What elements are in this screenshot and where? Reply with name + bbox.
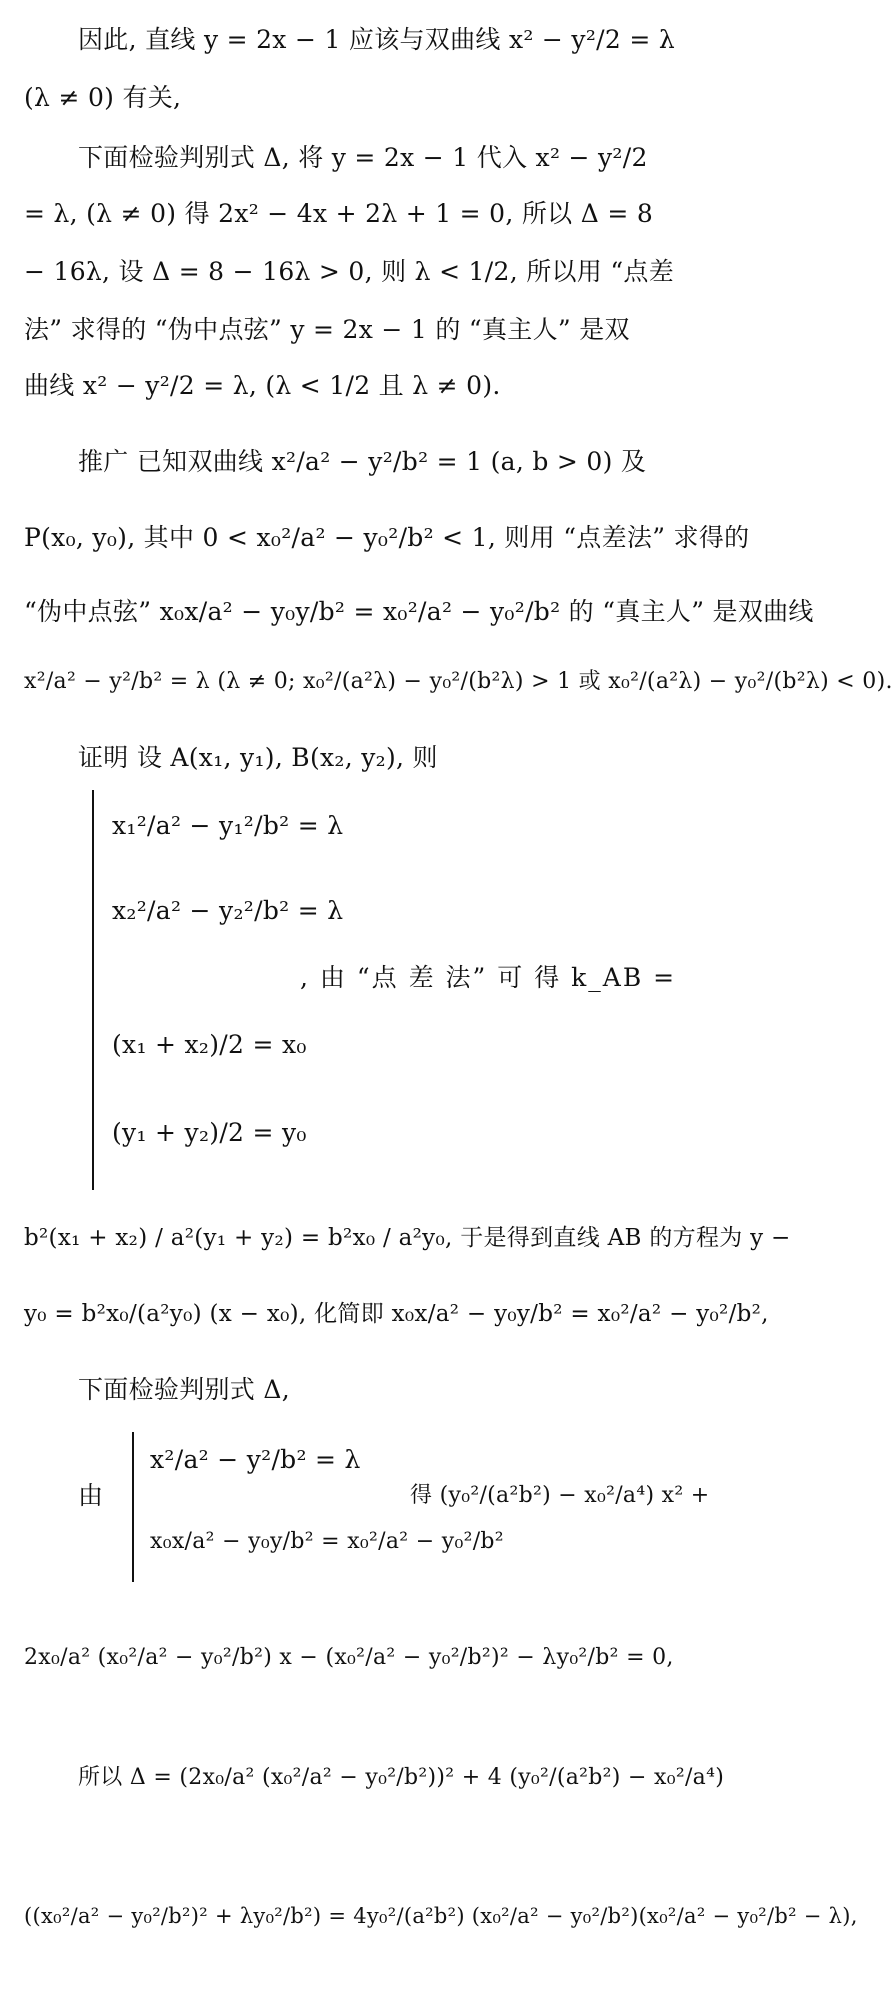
text-line-3: 下面检验判别式 Δ, 将 y = 2x − 1 代入 x² − y²/2 — [78, 143, 648, 172]
text-line-6: 法” 求得的 “伪中点弦” y = 2x − 1 的 “真主人” 是双 — [24, 315, 630, 344]
text-line-11: x²/a² − y²/b² = λ (λ ≠ 0; x₀²/(a²λ) − y₀²/(b²λ) > 1 或 x₀²/(a²λ) − y₀²/(b²λ) < 0). — [24, 669, 893, 694]
text-line-8: 推广 已知双曲线 x²/a² − y²/b² = 1 (a, b > 0) 及 — [78, 447, 647, 476]
text-line-9: P(x₀, y₀), 其中 0 < x₀²/a² − y₀²/b² < 1, 则用 “点差法” 求得的 — [24, 523, 750, 552]
system-eq-4: (y₁ + y₂)/2 = y₀ — [112, 1118, 307, 1147]
system-eq-2: x₂²/a² − y₂²/b² = λ — [112, 896, 344, 925]
system-eq-3: (x₁ + x₂)/2 = x₀ — [112, 1030, 307, 1059]
text-line-1: 因此, 直线 y = 2x − 1 应该与双曲线 x² − y²/2 = λ — [78, 25, 675, 54]
text-line-slope: b²(x₁ + x₂) / a²(y₁ + y₂) = b²x₀ / a²y₀, 于是得到直线 AB 的方程为 y − — [24, 1225, 791, 1251]
text-line-discriminant: 下面检验判别式 Δ, — [78, 1375, 290, 1404]
system-eq-1: x₁²/a² − y₁²/b² = λ — [112, 811, 344, 840]
text-line-7: 曲线 x² − y²/2 = λ, (λ < 1/2 且 λ ≠ 0). — [24, 371, 501, 400]
text-line-quadratic: 2x₀/a² (x₀²/a² − y₀²/b²) x − (x₀²/a² − y₀²/b²)² − λy₀²/b² = 0, — [24, 1645, 674, 1670]
system2-eq-2: x₀x/a² − y₀y/b² = x₀²/a² − y₀²/b² — [150, 1529, 504, 1554]
system2-eq-1: x²/a² − y²/b² = λ — [150, 1445, 361, 1474]
point-difference-text: , 由 “点 差 法” 可 得 k_AB = — [300, 963, 677, 992]
text-line-5: − 16λ, 设 Δ = 8 − 16λ > 0, 则 λ < 1/2, 所以用 “点差 — [24, 257, 675, 286]
text-you: 由 — [78, 1481, 104, 1510]
text-line-line-eq: y₀ = b²x₀/(a²y₀) (x − x₀), 化简即 x₀x/a² − y₀y/b² = x₀²/a² − y₀²/b², — [24, 1301, 769, 1327]
text-line-delta: 所以 Δ = (2x₀/a² (x₀²/a² − y₀²/b²))² + 4 (y₀²/(a²b²) − x₀²/a⁴) — [78, 1765, 725, 1790]
text-line-delta-2: ((x₀²/a² − y₀²/b²)² + λy₀²/b²) = 4y₀²/(a²b²) (x₀²/a² − y₀²/b²)(x₀²/a² − y₀²/b² − λ), — [24, 1904, 858, 1928]
text-line-4: = λ, (λ ≠ 0) 得 2x² − 4x + 2λ + 1 = 0, 所以 Δ = 8 — [24, 199, 654, 228]
text-line-10: “伪中点弦” x₀x/a² − y₀y/b² = x₀²/a² − y₀²/b² 的 “真主人” 是双曲线 — [24, 597, 814, 626]
left-brace — [92, 790, 104, 1190]
proof-start: 证明 设 A(x₁, y₁), B(x₂, y₂), 则 — [78, 743, 438, 772]
left-brace-2 — [132, 1432, 144, 1582]
text-line-2: (λ ≠ 0) 有关, — [24, 83, 182, 112]
text-de: 得 (y₀²/(a²b²) − x₀²/a⁴) x² + — [410, 1483, 710, 1508]
